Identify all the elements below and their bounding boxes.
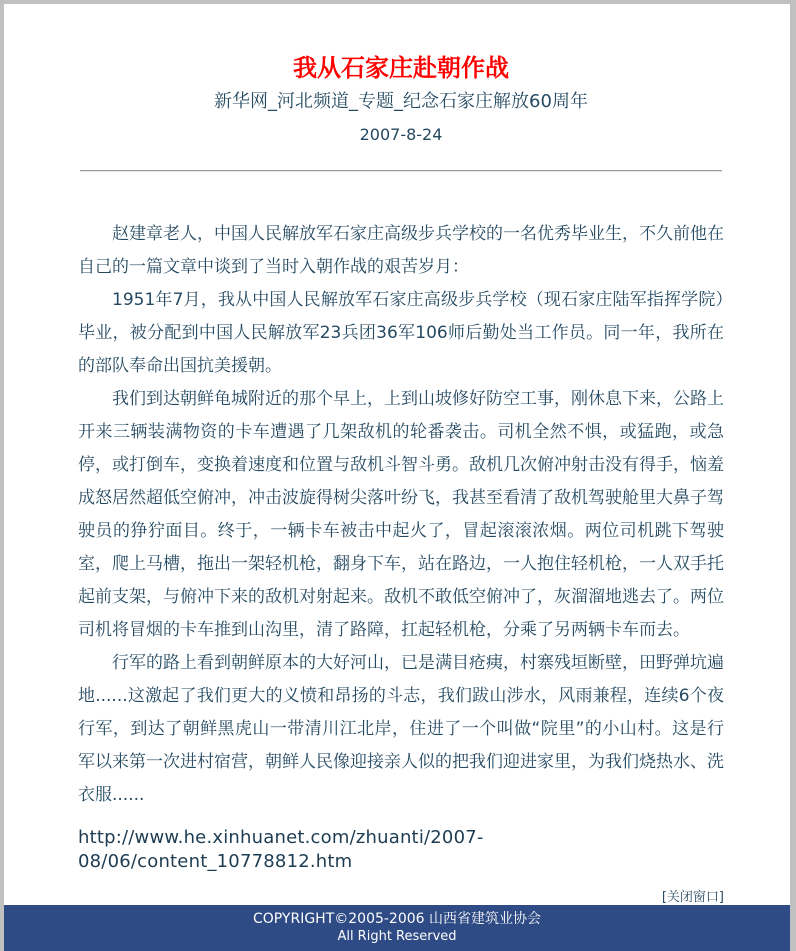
- close-window-link[interactable]: [关闭窗口]: [661, 890, 724, 905]
- footer-copyright: COPYRIGHT©2005-2006 山西省建筑业协会: [252, 911, 542, 927]
- source-breadcrumb: 新华网_河北频道_专题_纪念石家庄解放60周年: [214, 91, 588, 112]
- close-row: [78, 886, 724, 905]
- paragraph-intro: 赵建章老人，中国人民解放军石家庄高级步兵学校的一名优秀毕业生，不久前他在自己的一篇文章中谈到了当时入朝作战的艰苦岁月：: [78, 224, 724, 277]
- source-url: http://www.he.xinhuanet.com/zhuanti/2007-08/06/content_10778812.htm: [78, 827, 484, 872]
- page-title: 我从石家庄赴朝作战: [293, 54, 509, 82]
- header-divider: [80, 170, 722, 172]
- paragraph-march: 行军的路上看到朝鲜原本的大好河山，已是满目疮痍，村寨残垣断壁，田野弹坑遍地......这激起了我们更大的义愤和昂扬的斗志，我们跋山涉水，风雨兼程，连续6个夜行军，到达了朝鲜黑虎山一带清川江北岸，住进了一个叫做“院里”的小山村。这是行军以来第一次进村宿营，朝鲜人民像迎接亲人似的把我们迎进家里，为我们烧热水、洗衣服......: [78, 653, 724, 805]
- footer-rights: All Right Reserved: [337, 929, 457, 944]
- article-content: [4, 4, 790, 905]
- article-page: [4, 4, 790, 945]
- paragraph-air-attack: 我们到达朝鲜龟城附近的那个早上，上到山坡修好防空工事，刚休息下来，公路上开来三辆装满物资的卡车遭遇了几架敌机的轮番袭击。司机全然不惧，或猛跑，或急停，或打倒车，变换着速度和位置与敌机斗智斗勇。敌机几次俯冲射击没有得手，恼羞成怒居然超低空俯冲，冲击波旋得树尖落叶纷飞，我甚至看清了敌机驾驶舱里大鼻子驾驶员的狰狞面目。终于，一辆卡车被击中起火了，冒起滚滚浓烟。两位司机跳下驾驶室，爬上马槽，拖出一架轻机枪，翻身下车，站在路边，一人抱住轻机枪，一人双手托起前支架，与俯冲下来的敌机对射起来。敌机不敢低空俯冲了，灰溜溜地逃去了。两位司机将冒烟的卡车推到山沟里，清了路障，扛起轻机枪，分乘了另两辆卡车而去。: [78, 389, 724, 640]
- paragraph-graduation: 1951年7月，我从中国人民解放军石家庄高级步兵学校（现石家庄陆军指挥学院）毕业，被分配到中国人民解放军23兵团36军106师后勤处当工作员。同一年，我所在的部队奉命出国抗美援朝。: [78, 290, 724, 376]
- publish-date: 2007-8-24: [359, 125, 443, 144]
- footer: [4, 905, 790, 951]
- article-body: [78, 218, 724, 812]
